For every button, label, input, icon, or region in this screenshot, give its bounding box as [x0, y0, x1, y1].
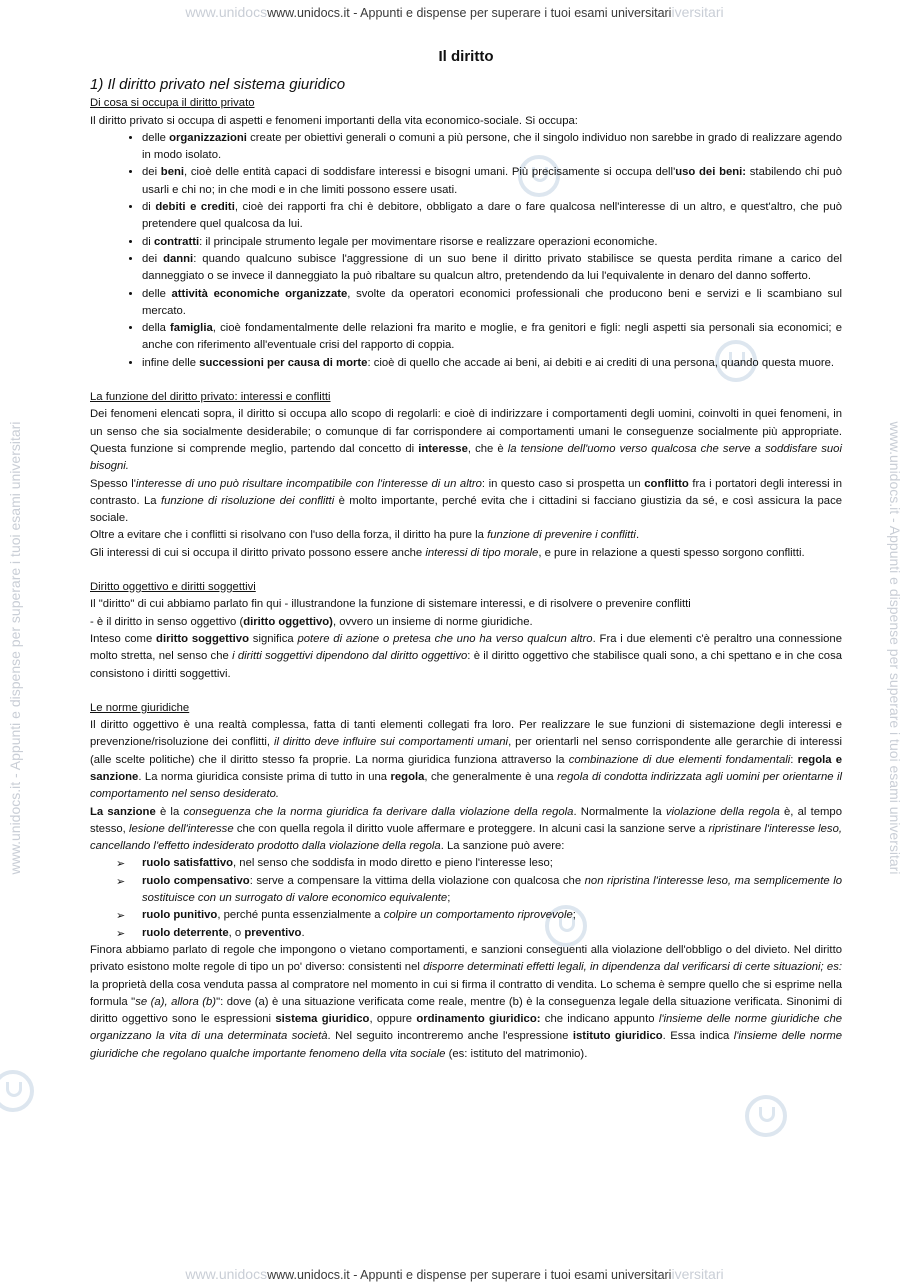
paragraph: Inteso come diritto soggettivo significa potere di azione o pretesa che uno ha verso qualcun altro. Fra i due elementi c'è peraltro una connessione molto stretta, nel senso che i diritti soggettivi dipendono dal diritto oggettivo: è il diritto oggettivo che stabilisce quali sono, a chi spettano e in che cosa consistono i diritti soggettivi. — [90, 632, 842, 680]
list-item: • delle attività economiche organizzate, svolte da operatori economici professionali che producono beni e servizi e li scambiano sul mercato. — [142, 286, 842, 321]
list-item: • della famiglia, cioè fondamentalmente delle relazioni fra marito e moglie, e fra genitori e figli: negli aspetti sia personali sia economici; e anche con riferimento all'eventuale crisi del rapporto di coppia. — [142, 320, 842, 355]
page-title: Il diritto — [438, 48, 494, 65]
section-intro: Il diritto privato si occupa di aspetti e fenomeni importanti della vita economico-sociale. Si occupa: — [90, 114, 578, 127]
list-item: • dei beni, cioè delle entità capaci di soddisfare interessi e bisogni umani. Più precisamente si occupa dell'uso dei beni: stabilendo chi può usarli e chi no; in che modi e in che limiti possono essere usati. — [142, 164, 842, 199]
watermark-logo-icon — [0, 1070, 34, 1112]
paragraph: Finora abbiamo parlato di regole che impongono o vietano comportamenti, e sanzioni conseguenti alla violazione dell'obbligo o del divieto. Nel diritto privato esistono molte regole di tipo un po' diverso: consistenti nel disporre determinati effetti legali, in dipendenza dal verificarsi di certe situazioni; es: la proprietà della cosa venduta passa al compratore nel momento in cui si firma il contratto di vendita. Lo schema è sempre quello che si esprime nella formula "se (a), allora (b)": dove (a) è una situazione verificata come reale, mentre (b) è la conseguenza legale della situazione verificata. Sinonimi di diritto oggettivo sono le espressioni sistema giuridico, oppure ordinamento giuridico: che indicano appunto l'insieme delle norme giuridiche che organizzano la vita di una determinata società. Nel seguito incontreremo anche l'espressione istituto giuridico. Essa indica l'insieme delle norme giuridiche che regolano qualche importante fenomeno della vita sociale (es: istituto del matrimonio). — [90, 943, 843, 1060]
list-item: • infine delle successioni per causa di morte: cioè di quello che accade ai beni, ai debiti e ai crediti di una persona, quando questa muore. — [142, 355, 842, 372]
list-item: • delle organizzazioni create per obiettivi generali o comuni a più persone, che il singolo individuo non sarebbe in grado di realizzare agendo in modo isolato. — [142, 130, 842, 165]
section-heading: Di cosa si occupa il diritto privato — [90, 97, 255, 110]
document-body — [90, 48, 842, 1063]
watermark-bottom: www.unidocswww.unidocs.it - Appunti e dispense per superare i tuoi esami universitariiversitari — [185, 1266, 724, 1282]
list-item: • di debiti e crediti, cioè dei rapporti fra chi è debitore, obbligato a dare o fare qualcosa nell'interesse di un altro, e quest'altro, che può pretendere quel qualcosa da lui. — [142, 199, 842, 234]
watermark-logo-icon — [745, 1095, 787, 1137]
paragraph: Il "diritto" di cui abbiamo parlato fin qui - illustrandone la funzione di sistemare interessi, e di risolvere o prevenire conflitti - è il diritto in senso oggettivo (diritto oggettivo), ovvero un insieme di norme giuridiche. — [90, 598, 691, 628]
list-item: ➢ ruolo deterrente, o preventivo. — [142, 925, 842, 942]
list-item: ➢ ruolo satisfattivo, nel senso che soddisfa in modo diretto e pieno l'interesse leso; — [142, 855, 842, 872]
section-heading: Le norme giuridiche — [90, 701, 190, 714]
watermark-top: www.unidocswww.unidocs.it - Appunti e dispense per superare i tuoi esami universitariiversitari — [185, 4, 724, 20]
topics-list — [90, 130, 842, 372]
section-heading: Diritto oggettivo e diritti soggettivi — [90, 581, 256, 594]
list-item: ➢ ruolo compensativo: serve a compensare la vittima della violazione con qualcosa che non ripristina l'interesse leso, ma semplicemente lo sostituisce con un surrogato di valore economico equivalente; — [142, 873, 842, 908]
paragraph: La sanzione è la conseguenza che la norma giuridica fa derivare dalla violazione della regola. Normalmente la violazione della regola è, al tempo stesso, lesione dell'interesse che con quella regola il diritto vuole affermare e proteggere. In alcuni casi la sanzione serve a ripristinare l'interesse leso, cancellando l'effetto indesiderato prodotto dalla violazione della regola. La sanzione può avere: — [90, 805, 842, 853]
list-item: • di contratti: il principale strumento legale per movimentare risorse e realizzare operazioni economiche. — [142, 234, 842, 251]
list-item: ➢ ruolo punitivo, perché punta essenzialmente a colpire un comportamento riprovevole; — [142, 907, 842, 924]
chapter-heading: 1) Il diritto privato nel sistema giuridico — [90, 76, 346, 94]
watermark-left: www.unidocs.it - Appunti e dispense per superare i tuoi esami universitari — [7, 421, 23, 875]
paragraph: Oltre a evitare che i conflitti si risolvano con l'uso della forza, il diritto ha pure la funzione di prevenire i conflitti. — [90, 529, 640, 542]
paragraph: Gli interessi di cui si occupa il diritto privato possono essere anche interessi di tipo morale, e pure in relazione a questi spesso sorgono conflitti. — [90, 546, 805, 559]
list-item: • dei danni: quando qualcuno subisce l'aggressione di un suo bene il diritto privato stabilisce se questa perdita rimane a carico del danneggiato o se invece il danneggiato la può ribaltare su qualcun altro, pretendendo da lui l'equivalente in denaro del danno sofferto. — [142, 251, 842, 286]
paragraph: Il diritto oggettivo è una realtà complessa, fatta di tanti elementi collegati fra loro. Per realizzare le sue funzioni di sistemazione degli interessi e prevenzione/risoluzione dei conflitti, il diritto deve influire sui comportamenti umani, per orientarli nel senso corrispondente alle gerarchie di interessi (alle scelte politiche) che il diritto stesso fa proprie. La norma giuridica funziona attraverso la combinazione di due elementi fondamentali: regola e sanzione. La norma giuridica consiste prima di tutto in una regola, che generalmente è una regola di condotta indirizzata agli uomini per orientarne il comportamento nel senso desiderato. — [90, 719, 842, 801]
sanction-roles-list — [90, 855, 842, 941]
paragraph: Dei fenomeni elencati sopra, il diritto si occupa allo scopo di regolarli: e cioè di indirizzare i comportamenti degli uomini, coinvolti in quei fenomeni, in un senso che sia socialmente desiderabile; o comunque di far corrispondere ai comportamenti umani le conseguenze socialmente più appropriate. Questa funzione si comprende meglio, partendo dal concetto di interesse, che è la tensione dell'uomo verso qualcosa che serve a soddisfare suoi bisogni. — [90, 408, 842, 473]
paragraph: Spesso l'interesse di uno può risultare incompatibile con l'interesse di un altro: in questo caso si prospetta un conflitto fra i portatori degli interessi in contrasto. La funzione di risoluzione dei conflitti è molto importante, perché evita che i cittadini si facciano giustizia da sé, e così assicura la pace sociale. — [90, 477, 842, 525]
section-heading: La funzione del diritto privato: interessi e conflitti — [90, 391, 331, 404]
watermark-right: www.unidocs.it - Appunti e dispense per superare i tuoi esami universitari — [887, 421, 903, 875]
